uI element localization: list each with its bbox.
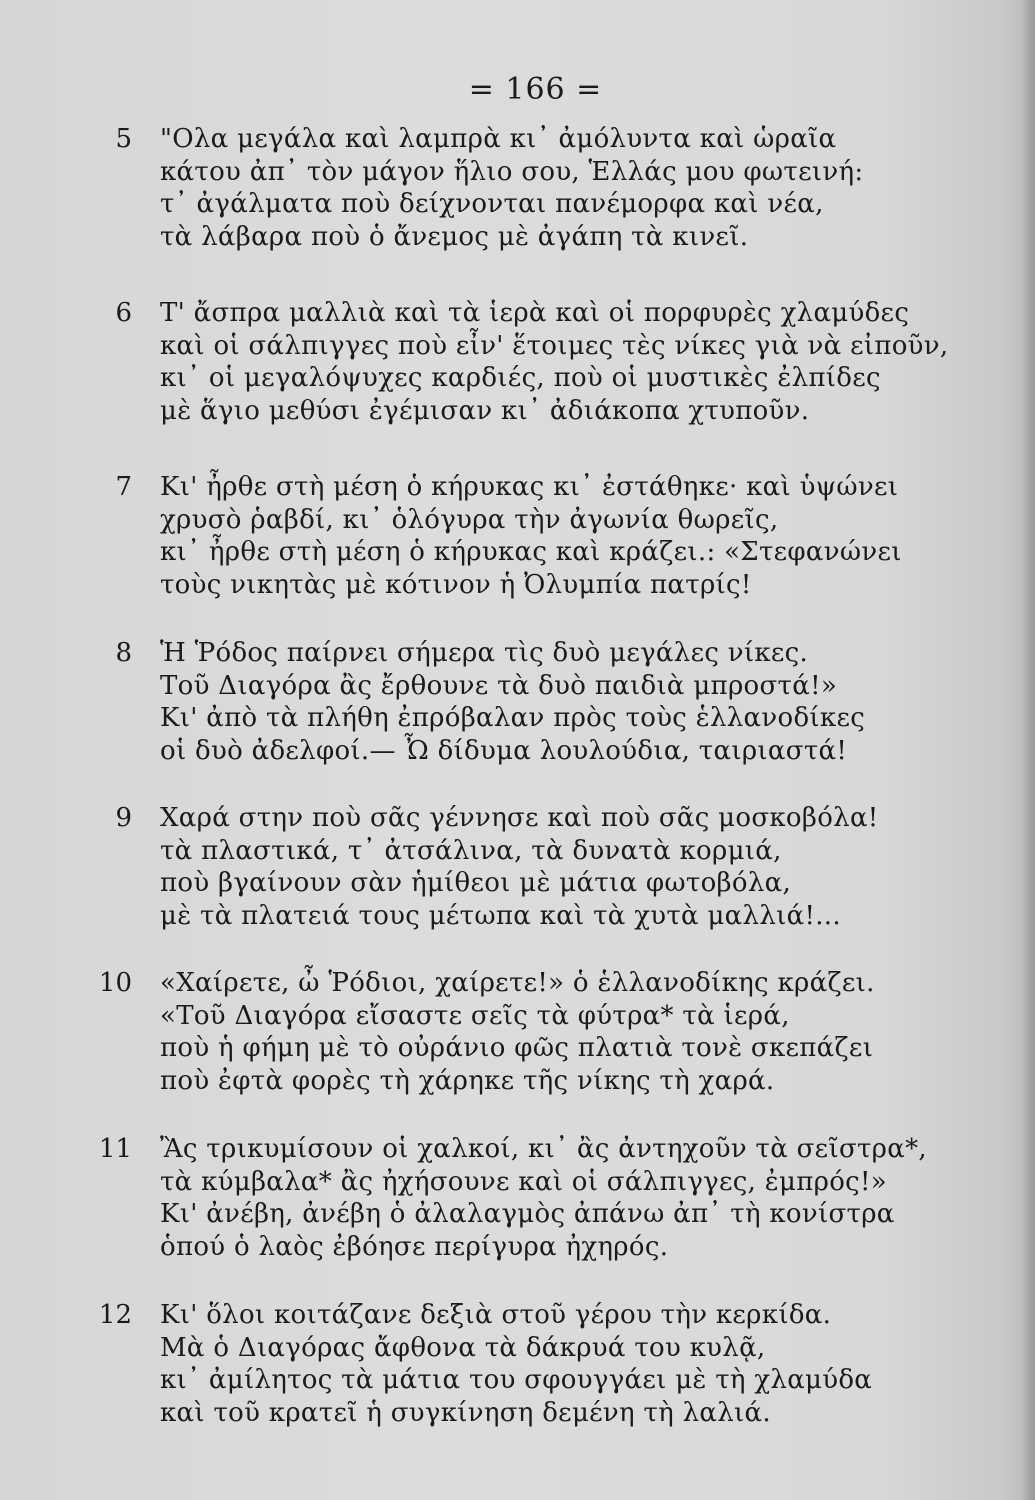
stanza-lines bbox=[160, 123, 1000, 253]
verse-line: τ᾽ ἀγάλματα ποὺ δείχνονται πανέμορφα καὶ νέα, bbox=[160, 189, 824, 219]
verse-line: μὲ τὰ πλατειά τους μέτωπα καὶ τὰ χυτὰ μαλλιά!... bbox=[160, 900, 841, 931]
verse-line: τὰ πλαστικά, τ᾽ ἀτσάλινα, τὰ δυνατὰ κορμιά, bbox=[160, 835, 782, 866]
verse-line: καὶ οἱ σάλπιγγες ποὺ εἶν' ἕτοιμες τὲς νίκες γιὰ νὰ εἰποῦν, bbox=[160, 330, 949, 361]
verse-line: τὰ λάβαρα ποὺ ὁ ἄνεμος μὲ ἀγάπη τὰ κινεῖ. bbox=[160, 221, 749, 252]
verse-line: ὁπού ὁ λαὸς ἐβόησε περίγυρα ἠχηρός. bbox=[160, 1231, 669, 1262]
verse-line: Τ' ἄσπρα μαλλιὰ καὶ τὰ ἱερὰ καὶ οἱ πορφυρὲς χλαμύδες bbox=[160, 298, 910, 328]
stanza-lines bbox=[160, 637, 1000, 767]
stanza-lines bbox=[160, 802, 1000, 932]
verse-line: κι᾽ ἦρθε στὴ μέση ὁ κήρυκας καὶ κράζει.: «Στεφανώνει bbox=[160, 537, 902, 567]
stanza-lines bbox=[160, 1299, 1000, 1429]
stanza-number: 12 bbox=[98, 1300, 132, 1330]
stanza-number: 9 bbox=[115, 803, 132, 833]
stanza-number: 6 bbox=[115, 298, 132, 328]
verse-line: Κι' ἀνέβη, ἀνέβη ὁ ἀλαλαγμὸς ἀπάνω ἀπ᾽ τὴ κονίστρα bbox=[160, 1199, 895, 1229]
verse-line: «Τοῦ Διαγόρα εἴσαστε σεῖς τὰ φύτρα* τὰ ἱερά, bbox=[160, 1000, 790, 1031]
verse-line: τοὺς νικητὰς μὲ κότινον ἡ Ὀλυμπία πατρίς! bbox=[160, 569, 752, 600]
verse-line: κι᾽ οἱ μεγαλόψυχες καρδιές, ποὺ οἱ μυστικὲς ἐλπίδες bbox=[160, 363, 881, 393]
verse-line: «Χαίρετε, ὦ Ῥόδιοι, χαίρετε!» ὁ ἑλλανοδίκης κράζει. bbox=[160, 968, 875, 998]
page-number: = 166 = bbox=[468, 72, 603, 107]
page-edge-shadow bbox=[1021, 0, 1035, 1500]
verse-line: τὰ κύμβαλα* ἂς ἠχήσουνε καὶ οἱ σάλπιγγες, ἐμπρός!» bbox=[160, 1166, 887, 1197]
stanza-number: 5 bbox=[115, 124, 132, 154]
verse-line: "Ολα μεγάλα καὶ λαμπρὰ κι᾽ ἀμόλυντα καὶ ὡραῖα bbox=[160, 124, 837, 154]
verse-line: ποὺ ἐφτὰ φορὲς τὴ χάρηκε τῆς νίκης τὴ χαρά. bbox=[160, 1065, 775, 1096]
verse-line: Κι' ἀπὸ τὰ πλήθη ἐπρόβαλαν πρὸς τοὺς ἑλλανοδίκες bbox=[160, 703, 866, 733]
stanza-number: 11 bbox=[98, 1134, 132, 1164]
stanza-number: 10 bbox=[98, 968, 132, 998]
stanza-lines bbox=[160, 967, 1000, 1097]
verse-line: Χαρά στην ποὺ σᾶς γέννησε καὶ ποὺ σᾶς μοσκοβόλα! bbox=[160, 803, 879, 833]
verse-line: Ἂς τρικυμίσουν οἱ χαλκοί, κι᾽ ἂς ἀντηχοῦν τὰ σεῖστρα*, bbox=[160, 1134, 927, 1164]
verse-line: Τοῦ Διαγόρα ἂς ἔρθουνε τὰ δυὸ παιδιὰ μπροστά!» bbox=[160, 670, 838, 701]
stanza-lines bbox=[160, 297, 1000, 427]
verse-line: κι᾽ ἀμίλητος τὰ μάτια του σφουγγάει μὲ τὴ χλαμύδα bbox=[160, 1365, 873, 1395]
verse-line: Ἡ Ῥόδος παίρνει σήμερα τὶς δυὸ μεγάλες νίκες. bbox=[160, 638, 809, 668]
verse-line: ποὺ ἡ φήμη μὲ τὸ οὐράνιο φῶς πλατιὰ τονὲ σκεπάζει bbox=[160, 1033, 874, 1063]
verse-line: Μὰ ὁ Διαγόρας ἄφθονα τὰ δάκρυά του κυλᾷ, bbox=[160, 1332, 766, 1363]
stanza-number: 7 bbox=[115, 472, 132, 502]
verse-line: Κι' ὅλοι κοιτάζανε δεξιὰ στοῦ γέρου τὴν κερκίδα. bbox=[160, 1300, 832, 1330]
stanza-lines bbox=[160, 1133, 1000, 1263]
verse-line: ποὺ βγαίνουν σὰν ἡμίθεοι μὲ μάτια φωτοβόλα, bbox=[160, 868, 792, 898]
verse-line: οἱ δυὸ ἀδελφοί.— Ὦ δίδυμα λουλούδια, ταιριαστά! bbox=[160, 735, 848, 766]
verse-line: Κι' ἦρθε στὴ μέση ὁ κήρυκας κι᾽ ἐστάθηκε· καὶ ὑψώνει bbox=[160, 472, 899, 502]
stanza-number: 8 bbox=[115, 638, 132, 668]
verse-line: καὶ τοῦ κρατεῖ ἡ συγκίνηση δεμένη τὴ λαλιά. bbox=[160, 1397, 771, 1428]
verse-line: χρυσὸ ῥαβδί, κι᾽ ὁλόγυρα τὴν ἀγωνία θωρεῖς, bbox=[160, 504, 779, 535]
verse-line: κάτου ἀπ᾽ τὸν μάγον ἥλιο σου, Ἑλλάς μου φωτεινή: bbox=[160, 156, 864, 187]
verse-line: μὲ ἅγιο μεθύσι ἐγέμισαν κι᾽ ἀδιάκοπα χτυποῦν. bbox=[160, 395, 810, 426]
stanza-lines bbox=[160, 471, 1000, 601]
